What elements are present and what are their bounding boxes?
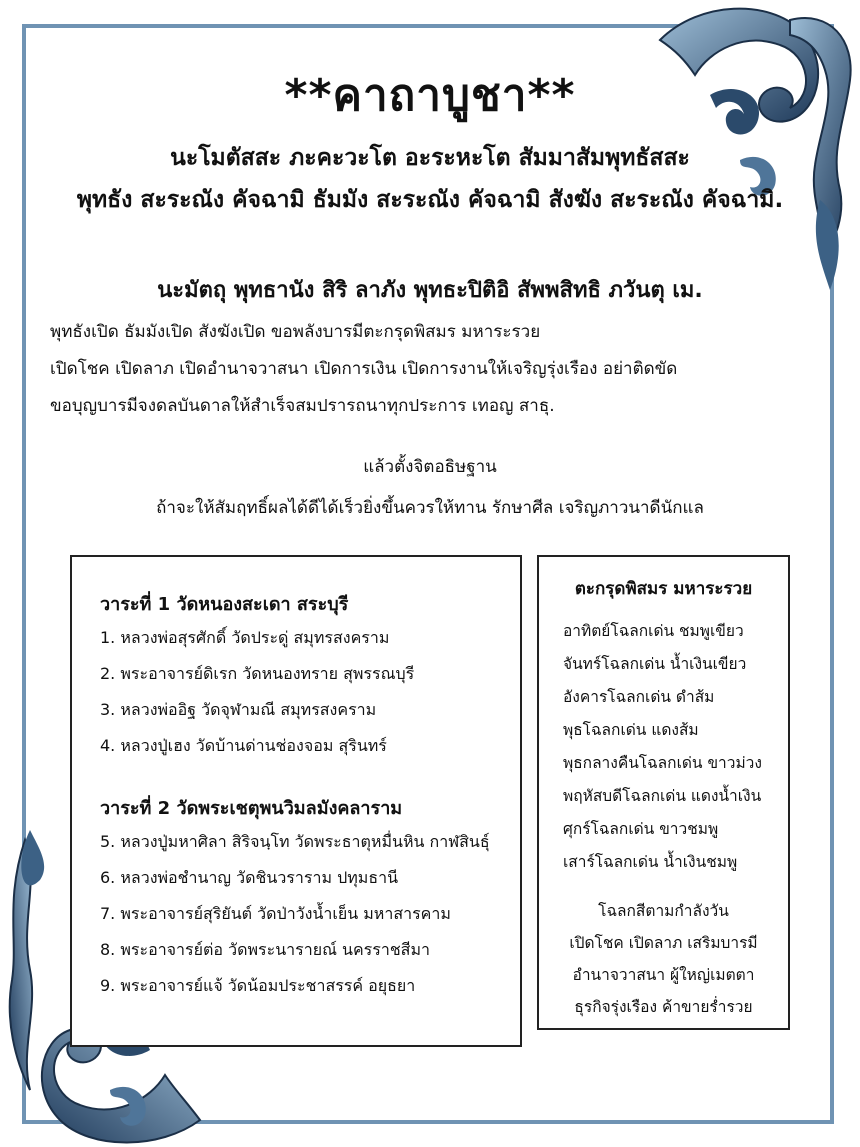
list-item: เสาร์โฉลกเด่น น้ำเงินชมพู	[563, 853, 738, 871]
list-item: 2. พระอาจารย์ดิเรก วัดหนองทราย สุพรรณบุรี	[100, 664, 415, 683]
list-item: พฤหัสบดีโฉลกเด่น แดงน้ำเงิน	[563, 787, 762, 805]
list-item: 8. พระอาจารย์ต่อ วัดพระนารายณ์ นครราชสีมา	[100, 940, 430, 959]
list-item: จันทร์โฉลกเด่น น้ำเงินเขียว	[563, 655, 747, 673]
takrut-heading: ตะกรุดพิสมร มหาระรวย	[574, 579, 753, 599]
mantra-line: นะมัตถุ พุทธานัง สิริ ลาภัง พุทธะปิติอิ สัพพสิทธิ ภวันตุ เม.	[157, 278, 703, 303]
advice-text: ถ้าจะให้สัมฤทธิ์ผลได้ดีได้เร็วยิ่งขึ้นควรให้ทาน รักษาศีล เจริญภาวนาดีนักแล	[156, 498, 704, 518]
list-item: อำนาจวาสนา ผู้ใหญ่เมตตา	[572, 966, 755, 984]
blessing-list	[539, 895, 788, 1023]
sessions-box	[70, 555, 522, 1047]
list-item: โฉลกสีตามกำลังวัน	[598, 902, 729, 920]
instruction-text: แล้วตั้งจิตอธิษฐาน	[363, 457, 497, 477]
session-1-heading: วาระที่ 1 วัดหนองสะเดา สระบุรี	[100, 594, 349, 615]
session-2-heading: วาระที่ 2 วัดพระเชตุพนวิมลมังคลาราม	[100, 798, 403, 819]
list-item: 3. หลวงพ่ออิฐ วัดจุฬามณี สมุทรสงคราม	[100, 700, 377, 719]
prayer-line: เปิดโชค เปิดลาภ เปิดอำนาจวาสนา เปิดการเงิน เปิดการงานให้เจริญรุ่งเรือง อย่าติดขัด	[50, 359, 678, 379]
list-item: 1. หลวงพ่อสุรศักดิ์ วัดประดู่ สมุทรสงคราม	[100, 628, 390, 647]
list-item: 5. หลวงปู่มหาศิลา สิริจนฺโท วัดพระธาตุหมื่นหิน กาฬสินธุ์	[100, 832, 490, 851]
list-item: 7. พระอาจารย์สุริยันต์ วัดป่าวังน้ำเย็น มหาสารคาม	[100, 904, 451, 923]
list-item: ศุกร์โฉลกเด่น ขาวชมพู	[563, 820, 719, 838]
list-item: 4. หลวงปู่เฮง วัดบ้านด่านช่องจอม สุรินทร์	[100, 736, 387, 755]
chant-line-2: พุทธัง สะระณัง คัจฉามิ ธัมมัง สะระณัง คัจฉามิ สังฆัง สะระณัง คัจฉามิ.	[76, 187, 784, 213]
prayer-line: พุทธังเปิด ธัมมังเปิด สังฆังเปิด ขอพลังบารมีตะกรุดพิสมร มหาระรวย	[50, 322, 541, 342]
list-item: 9. พระอาจารย์แจ้ วัดน้อมประชาสรรค์ อยุธยา	[100, 976, 416, 995]
list-item: อาทิตย์โฉลกเด่น ชมพูเขียว	[563, 622, 744, 640]
list-item: เปิดโชค เปิดลาภ เสริมบารมี	[569, 934, 758, 952]
list-item: พุธกลางคืนโฉลกเด่น ขาวม่วง	[563, 754, 762, 772]
day-color-list	[563, 615, 762, 879]
prayer-line: ขอบุญบารมีจงดลบันดาลให้สำเร็จสมปรารถนาทุกประการ เทอญ สาธุ.	[50, 396, 555, 416]
list-item: 6. หลวงพ่อชำนาญ วัดชินวราราม ปทุมธานี	[100, 868, 399, 887]
session-2-list	[100, 824, 490, 1004]
session-1-list	[100, 620, 414, 764]
takrut-box	[537, 555, 790, 1030]
list-item: พุธโฉลกเด่น แดงส้ม	[563, 721, 699, 739]
page-title: **คาถาบูชา**	[284, 70, 576, 121]
list-item: ธุรกิจรุ่งเรือง ค้าขายร่ำรวย	[574, 998, 753, 1016]
chant-line-1: นะโมตัสสะ ภะคะวะโต อะระหะโต สัมมาสัมพุทธัสสะ	[170, 145, 690, 171]
list-item: อังคารโฉลกเด่น ดำส้ม	[563, 688, 715, 706]
prayer-paragraph	[50, 314, 810, 425]
